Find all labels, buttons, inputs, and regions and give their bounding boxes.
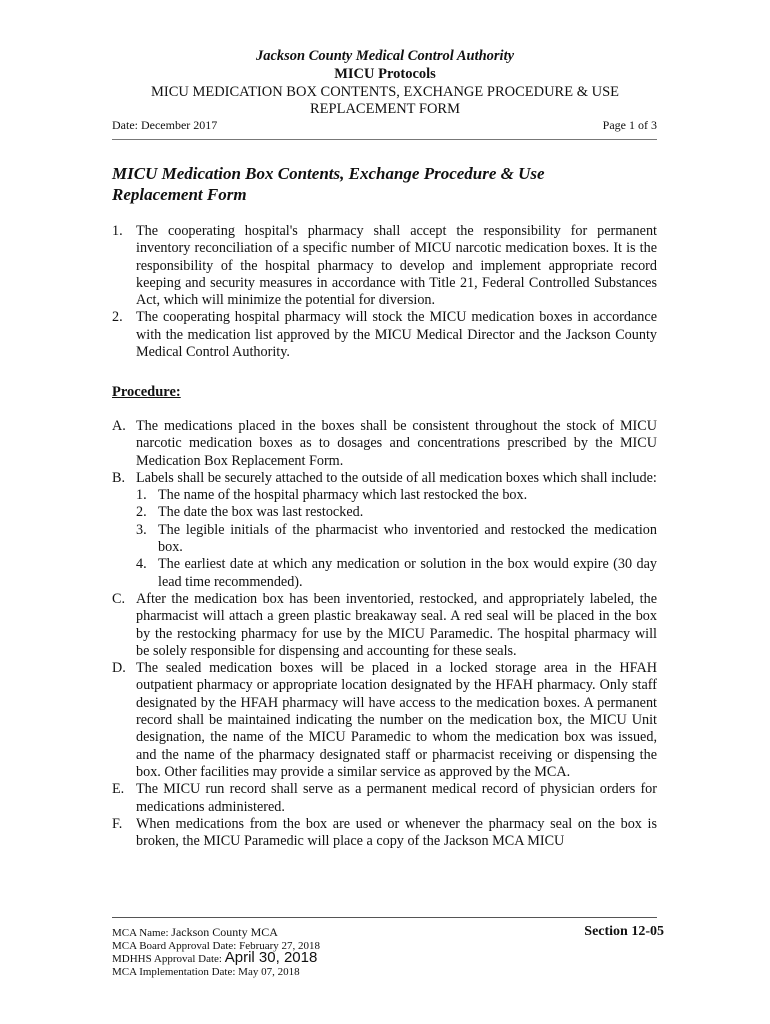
numbered-item xyxy=(112,309,657,361)
item-marker: F. xyxy=(112,815,123,832)
item-marker: D. xyxy=(112,660,126,677)
item-marker: 1. xyxy=(112,223,123,239)
header-protocols: MICU Protocols xyxy=(334,66,436,82)
sub-item-text: The name of the hospital pharmacy which last restocked the box. xyxy=(158,487,528,504)
item-text: When medications from the box are used or whenever the pharmacy seal on the box is broken, the MICU Paramedic will place a copy of the Jackson MCA MICU xyxy=(136,815,657,850)
document-title: MICU Medication Box Contents, Exchange Procedure & Use Replacement Form xyxy=(112,164,545,204)
numbered-list xyxy=(112,223,657,361)
sub-item-text: The earliest date at which any medication or solution in the box would expire (30 day lead time recommended). xyxy=(158,556,657,590)
section-number: Section 12-05 xyxy=(584,924,664,939)
item-marker: 2. xyxy=(112,309,123,326)
footer-mdhhs-approval xyxy=(112,951,317,966)
item-marker: A. xyxy=(112,418,126,434)
mdhhs-value: April 30, 2018 xyxy=(224,949,318,966)
procedure-item xyxy=(112,591,657,660)
sub-item-text: The legible initials of the pharmacist who inventoried and restocked the medication box. xyxy=(158,521,657,556)
item-text: The sealed medication boxes will be placed in a locked storage area in the HFAH outpatient pharmacy or appropriate location designated by the HFAH pharmacy. Only staff designated by the HFAH pharmacy will have access to the medication boxes. A permanent record shall be maintained indicating the number on the medication box, the MICU Unit designation, the name of the MICU Paramedic to whom the medication box was issued, and the name of the pharmacy designated staff or pharmacist receiving or dispensing the box. Other facilities may provide a similar service as approved by the MCA. xyxy=(136,660,657,780)
mdhhs-label: MDHHS Approval Date: xyxy=(112,953,225,965)
footer-implementation-date: MCA Implementation Date: May 07, 2018 xyxy=(112,966,300,978)
item-text: Labels shall be securely attached to the outside of all medication boxes which shall include: xyxy=(136,469,657,486)
sub-item-marker: 1. xyxy=(136,487,147,504)
footer-mca-name xyxy=(112,926,278,940)
sub-item-marker: 4. xyxy=(136,556,147,573)
procedure-item xyxy=(112,816,657,851)
item-text: The cooperating hospital pharmacy will stock the MICU medication boxes in accordance with the medication list approved by the MICU Medical Director and the Jackson County Medical Control Authority. xyxy=(136,309,657,361)
header-org: Jackson County Medical Control Authority xyxy=(255,48,515,64)
procedure-item xyxy=(112,781,657,816)
footer-board-approval: MCA Board Approval Date: February 27, 2018 xyxy=(112,940,321,952)
sub-item xyxy=(136,487,657,504)
item-marker: C. xyxy=(112,590,126,607)
item-text: After the medication box has been inventoried, restocked, and appropriately labeled, the pharmacist will attach a green plastic breakaway seal. A red seal will be placed in the box by the restocking pharmacy for use by the MICU Paramedic. The hospital pharmacy will be solely responsible for dispensing and accounting for these seals. xyxy=(136,590,657,659)
procedure-item xyxy=(112,418,657,470)
sub-item xyxy=(136,504,657,521)
procedure-item xyxy=(112,470,657,487)
header-title-line2: REPLACEMENT FORM xyxy=(310,101,460,117)
mca-name-label: MCA Name: xyxy=(112,927,172,939)
sub-item-marker: 2. xyxy=(136,504,147,521)
sub-item-text: The date the box was last restocked. xyxy=(158,504,364,521)
item-marker: B. xyxy=(112,469,126,486)
label-requirements-list xyxy=(136,487,657,591)
header-date: Date: December 2017 xyxy=(112,118,218,132)
header-title-line1: MICU MEDICATION BOX CONTENTS, EXCHANGE PROCEDURE & USE xyxy=(150,84,620,100)
sub-item xyxy=(136,522,657,557)
item-text: The MICU run record shall serve as a permanent medical record of physician orders for medications administered. xyxy=(136,781,657,815)
item-marker: E. xyxy=(112,781,125,798)
procedure-heading: Procedure: xyxy=(112,384,181,400)
footer-divider xyxy=(112,917,657,918)
numbered-item xyxy=(112,223,657,309)
header-page-number: Page 1 of 3 xyxy=(602,118,657,132)
item-text: The medications placed in the boxes shall be consistent throughout the stock of MICU narcotic medication boxes as to dosages and concentrations prescribed by the MICU Medication Box Replacement Form. xyxy=(136,418,657,469)
sub-item-marker: 3. xyxy=(136,521,147,538)
procedure-item xyxy=(112,660,657,781)
item-text: The cooperating hospital's pharmacy shall accept the responsibility for permanent inventory reconciliation of a specific number of MICU narcotic medication boxes. It is the responsibility of the hospital pharmacy to develop and implement appropriate record keeping and security measures in accordance with Title 21, Federal Controlled Substances Act, which will minimize the potential for diversion. xyxy=(136,223,657,309)
mca-name-value: Jackson County MCA xyxy=(171,925,278,939)
sub-item xyxy=(136,556,657,591)
procedure-list xyxy=(112,418,657,850)
header-divider xyxy=(112,139,657,140)
